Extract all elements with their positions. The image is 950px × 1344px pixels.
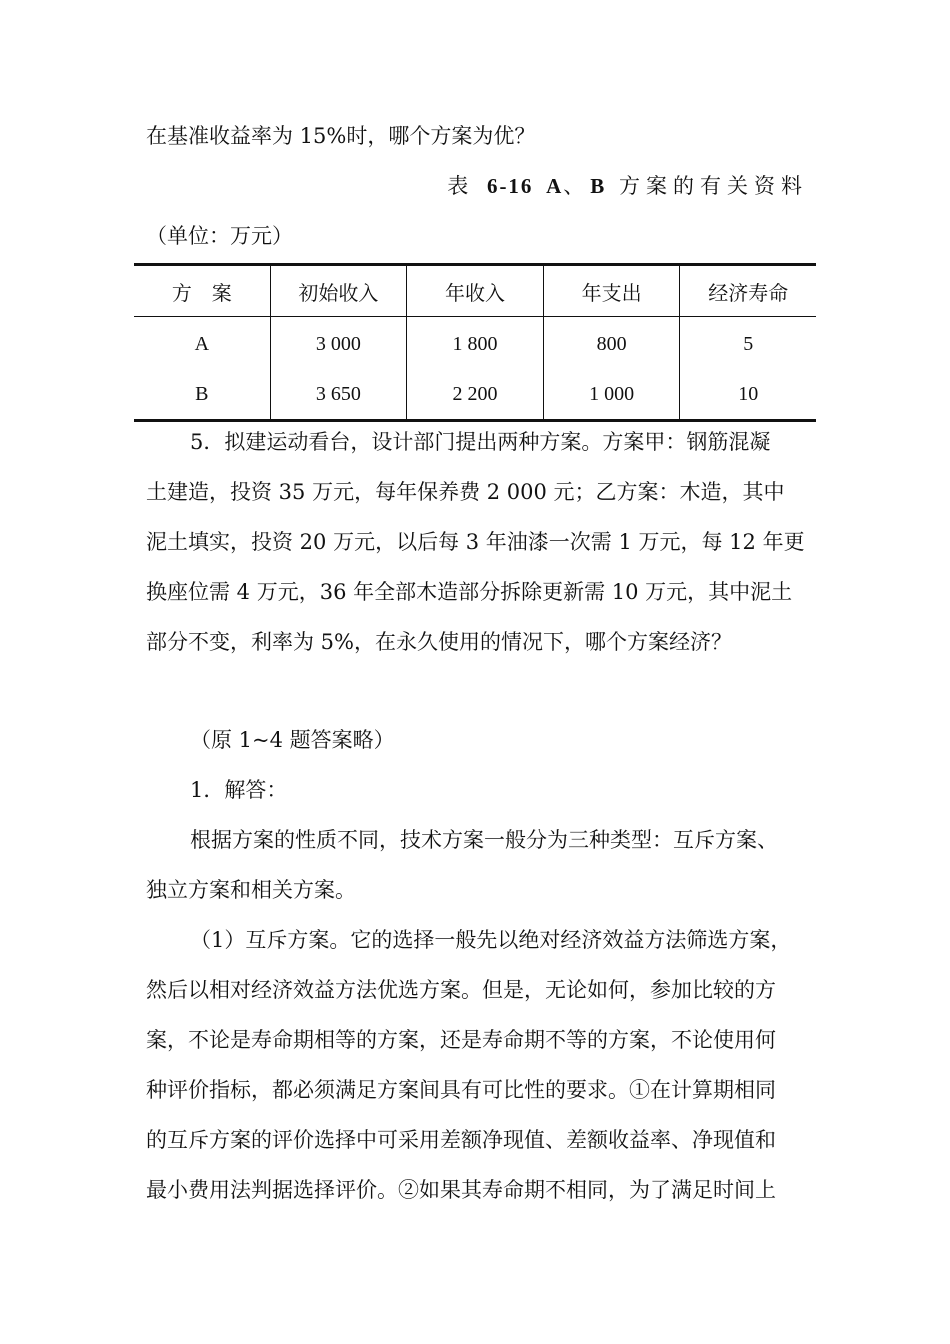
question5-line-4: 换座位需 4 万元，36 年全部木造部分拆除更新需 10 万元，其中泥土 xyxy=(146,580,793,604)
table-cell: B xyxy=(195,382,209,405)
header-economic-life: 经济寿命 xyxy=(680,265,816,317)
caption-label-a: A xyxy=(546,174,564,198)
table-cell: 3 650 xyxy=(270,369,407,421)
table-cell: 5 xyxy=(680,317,816,370)
table-row xyxy=(134,369,816,421)
table-cell: 1 800 xyxy=(407,317,544,370)
answer1-para2-line-1: （1）互斥方案。它的选择一般先以绝对经济效益方法筛选方案， xyxy=(190,928,792,952)
header-annual-income: 年收入 xyxy=(407,265,544,317)
answer-note: （原 1~4 题答案略） xyxy=(190,728,395,752)
answer1-para2-line-6: 最小费用法判据选择评价。②如果其寿命期不相同，为了满足时间上 xyxy=(146,1178,776,1202)
caption-sep: 、 xyxy=(563,174,591,198)
answer1-para2-line-4: 种评价指标，都必须满足方案间具有可比性的要求。①在计算期相同 xyxy=(146,1078,776,1102)
question-line: 在基准收益率为 15%时，哪个方案为优？ xyxy=(146,124,536,148)
answer1-para2-line-3: 案，不论是寿命期相等的方案，还是寿命期不等的方案，不论使用何 xyxy=(146,1028,776,1052)
answer1-para1-line-1: 根据方案的性质不同，技术方案一般分为三种类型：互斥方案、 xyxy=(190,828,778,852)
question5-line-3: 泥土填实，投资 20 万元，以后每 3 年油漆一次需 1 万元，每 12 年更 xyxy=(146,530,805,554)
table-cell: A xyxy=(194,332,210,355)
header-initial-income: 初始收入 xyxy=(270,265,407,317)
scheme-data-table xyxy=(134,263,816,422)
table-cell: 3 000 xyxy=(270,317,407,370)
header-annual-expense: 年支出 xyxy=(543,265,680,317)
question5-line-2: 土建造，投资 35 万元，每年保养费 2 000 元；乙方案：木造，其中 xyxy=(146,480,785,504)
caption-number: 6-16 xyxy=(486,174,534,198)
table-cell: 10 xyxy=(680,369,816,421)
table-caption xyxy=(447,172,808,200)
table-cell: 1 000 xyxy=(543,369,680,421)
caption-prefix: 表 xyxy=(447,174,475,198)
answer1-heading: 1．解答： xyxy=(190,778,288,802)
question5-line-1: 5．拟建运动看台，设计部门提出两种方案。方案甲：钢筋混凝 xyxy=(190,430,771,454)
answer1-para1-line-2: 独立方案和相关方案。 xyxy=(146,878,356,902)
unit-note: （单位：万元） xyxy=(146,224,293,248)
caption-label-b: B xyxy=(590,174,607,198)
table-header-row xyxy=(134,265,816,317)
caption-text: 方案的有关资料 xyxy=(619,174,808,198)
answer1-para2-line-5: 的互斥方案的评价选择中可采用差额净现值、差额收益率、净现值和 xyxy=(146,1128,776,1152)
table-cell: 800 xyxy=(543,317,680,370)
question5-line-5: 部分不变，利率为 5%，在永久使用的情况下，哪个方案经济？ xyxy=(146,630,732,654)
table-cell: 2 200 xyxy=(407,369,544,421)
answer1-para2-line-2: 然后以相对经济效益方法优选方案。但是，无论如何，参加比较的方 xyxy=(146,978,776,1002)
header-scheme: 方 案 xyxy=(171,280,232,305)
table-row xyxy=(134,317,816,370)
